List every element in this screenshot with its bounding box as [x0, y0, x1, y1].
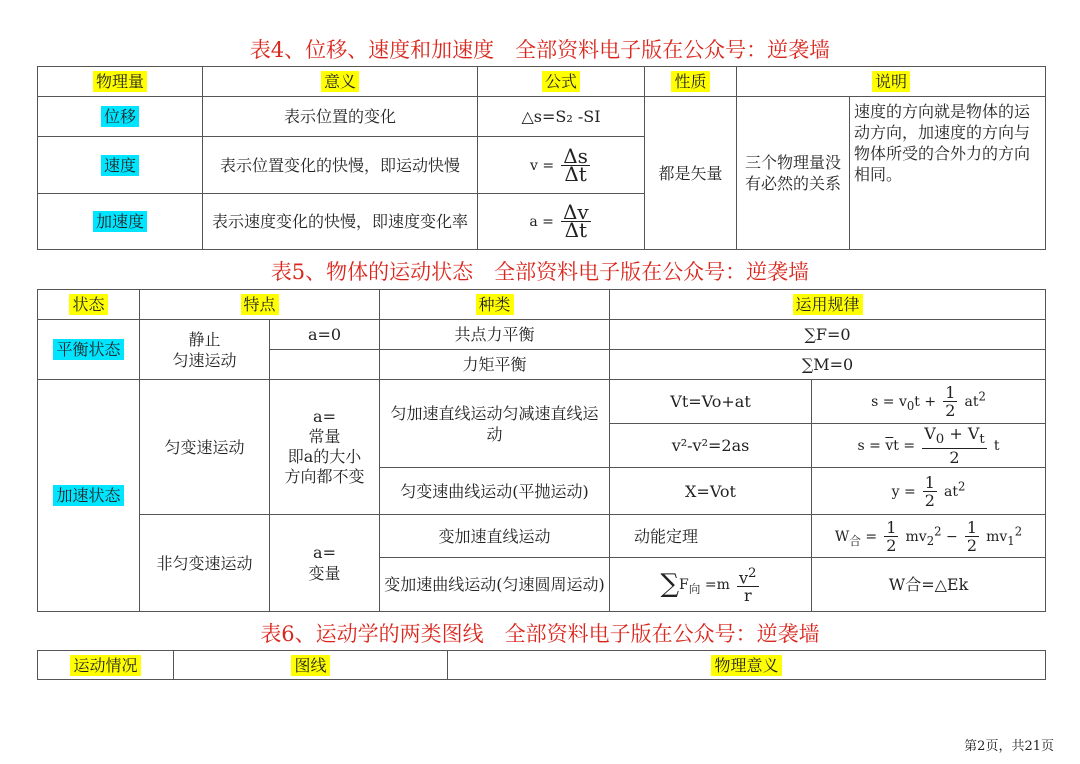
law-displacement-formula: $s = v_0t$ + $\frac{1}{2}$ $at^2$	[812, 380, 1046, 424]
table4-title: 表4、位移、速度和加速度 全部资料电子版在公众号：逆袭墙	[249, 38, 831, 62]
header-formula: 公式	[478, 67, 645, 97]
row-displacement-formula: △s=S₂ -SI	[478, 97, 645, 137]
balance-feature: 静止 匀速运动	[140, 320, 270, 380]
law-vertical-formula: y = $\frac{1}{2}$ $at^2$	[812, 468, 1046, 515]
uniform-kind-linear: 匀加速直线运动匀减速直线运动	[380, 380, 610, 468]
nonuniform-kind-linear: 变加速直线运动	[380, 515, 610, 558]
header-law: 运用规律	[610, 290, 1046, 320]
law-velocity: Vt=Vo+at	[610, 380, 812, 424]
law-centripetal-formula: $\sum F_向 =m$ $\frac{v^2}{r}$	[610, 558, 812, 612]
nature-cell: 都是矢量	[645, 97, 737, 250]
header-note: 说明	[737, 67, 1046, 97]
page-number: 第2页，共21页	[964, 739, 1054, 754]
header-graph: 图线	[174, 651, 448, 680]
row-acceleration-name: 加速度	[38, 194, 203, 250]
law-work-energy-formula: $W_合$ = $\frac{1}{2}$ $mv_2^2$ − $\frac{1}{2}$ $mv_1^2$	[812, 515, 1046, 558]
accel-state: 加速状态	[38, 380, 140, 612]
row-displacement-name: 位移	[38, 97, 203, 137]
header-feature: 特点	[140, 290, 380, 320]
relation-cell: 三个物理量没有必然的关系	[737, 97, 850, 250]
header-motion: 运动情况	[38, 651, 174, 680]
balance-cond: a=0	[270, 320, 380, 350]
nonuniform-kind-curve: 变加速曲线运动(匀速圆周运动)	[380, 558, 610, 612]
header-state: 状态	[38, 290, 140, 320]
row-acceleration-meaning: 表示速度变化的快慢，即速度变化率	[203, 194, 478, 250]
header-physical-meaning: 物理意义	[448, 651, 1046, 680]
table4	[37, 66, 1046, 250]
header-quantity: 物理量	[38, 67, 203, 97]
balance-law-force: ∑F=0	[610, 320, 1046, 350]
balance-state: 平衡状态	[38, 320, 140, 380]
uniform-cond: a= 常量 即a的大小 方向都不变	[270, 380, 380, 515]
nonuniform-cond: a= 变量	[270, 515, 380, 612]
table5	[37, 289, 1046, 612]
row-velocity-meaning: 表示位置变化的快慢，即运动快慢	[203, 137, 478, 194]
row-velocity-formula: v = $\frac{\Delta s}{\Delta t}$	[478, 137, 645, 194]
law-work-energy: 动能定理	[610, 515, 812, 558]
balance-law-torque: ∑M=0	[610, 350, 1046, 380]
balance-kind-concurrent: 共点力平衡	[380, 320, 610, 350]
balance-cond-empty	[270, 350, 380, 380]
law-average-velocity-formula: $s = \overline{v}t$ = $\frac{V_0 + V_t}{2}$ t	[812, 424, 1046, 468]
row-displacement-meaning: 表示位置的变化	[203, 97, 478, 137]
law-velocity-squared: v²-v²=2as	[610, 424, 812, 468]
table6	[37, 650, 1046, 680]
header-nature: 性质	[645, 67, 737, 97]
nonuniform-feature: 非匀变速运动	[140, 515, 270, 612]
row-velocity-name: 速度	[38, 137, 203, 194]
table5-title: 表5、物体的运动状态 全部资料电子版在公众号：逆袭墙	[270, 260, 810, 284]
table6-title: 表6、运动学的两类图线 全部资料电子版在公众号：逆袭墙	[260, 622, 820, 646]
header-meaning: 意义	[203, 67, 478, 97]
note-cell: 速度的方向就是物体的运动方向，加速度的方向与物体所受的合外力的方向相同。	[850, 97, 1046, 250]
uniform-feature: 匀变速运动	[140, 380, 270, 515]
uniform-kind-curve: 匀变速曲线运动(平抛运动)	[380, 468, 610, 515]
row-acceleration-formula: a = $\frac{\Delta v}{\Delta t}$	[478, 194, 645, 250]
header-kind: 种类	[380, 290, 610, 320]
law-work-energy-short: W合=△Ek	[812, 558, 1046, 612]
balance-kind-torque: 力矩平衡	[380, 350, 610, 380]
law-horizontal: X=Vot	[610, 468, 812, 515]
